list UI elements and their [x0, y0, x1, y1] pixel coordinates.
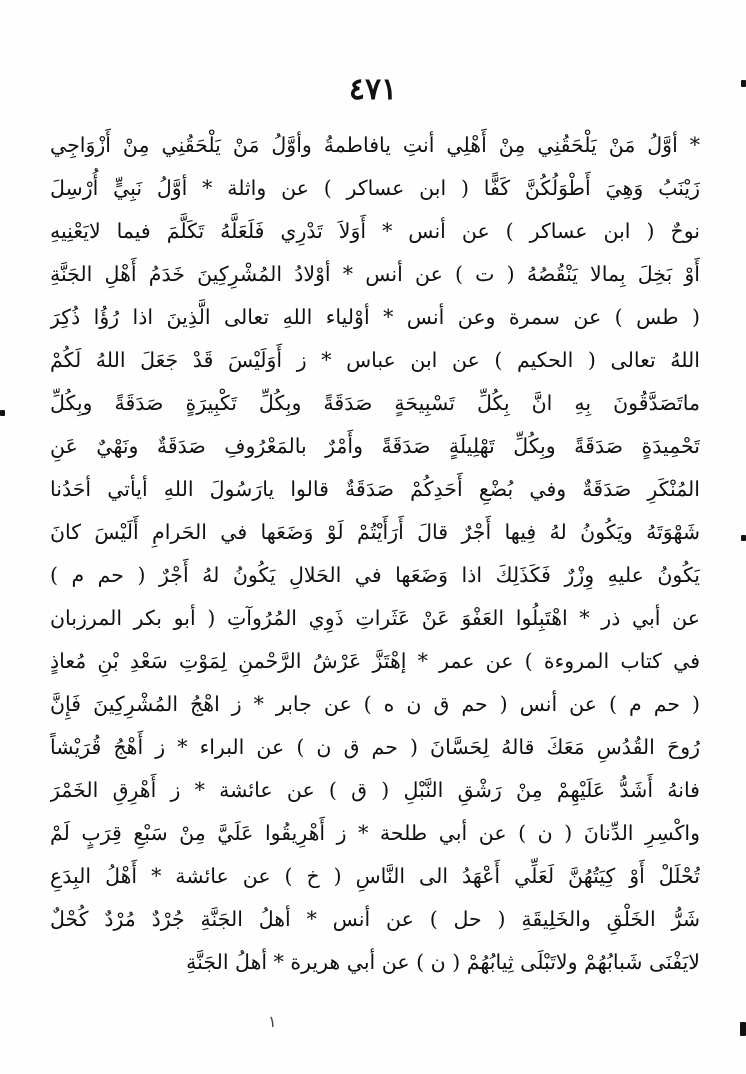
text-line: تَحْمِيدَةٍ صَدَقَةً وبِكُلِّ تَهْلِيلَةٍ صَدَقَةً وأَمْرٌ بالمَعْرُوفِ صَدَقَةٌ ونَهْيٌ عَنِ: [50, 434, 700, 458]
scan-edge-mark: [741, 80, 746, 87]
page-number: ٤٧١: [348, 72, 398, 107]
scan-edge-mark: [0, 410, 5, 416]
scan-edge-mark: [740, 1022, 746, 1036]
text-block: [50, 124, 700, 984]
text-line: رُوحَ القُدُسِ مَعَكَ قالهُ لِحَسَّانَ ( حم ق ن ) عن البراء * ز أَهْجُ قُرَيْشاً: [50, 735, 700, 759]
text-line: زَيْنَبُ وَهِيَ أَطْوَلُكُنَّ كَفًّا ( ابن عساكر ) عن واثلة * أوَّلُ نَبِيٍّ أُرْسِلَ: [50, 176, 700, 200]
text-line: عن أبي ذر * اهْتَبِلُوا العَفْوَ عَنْ عَثَراتِ ذَوِي المُرُوآتِ ( أبو بكر المرزبان: [50, 606, 700, 630]
footer-mark: ١: [268, 1012, 277, 1031]
text-line: في كتاب المروءة ) عن عمر * إهْتَزَّ عَرْشُ الرَّحْمنِ لِمَوْتِ سَعْدِ بْنِ مُعاذٍ: [50, 649, 700, 673]
text-line: أَوْ بَخِلَ بِمالا يَنْقُصُهُ ( ت ) عن أنس * أوْلادُ المُشْرِكِينَ خَدَمُ أَهْلِ الجَنَّةِ: [50, 262, 700, 286]
text-line: اللهُ تعالى ( الحكيم ) عن ابن عباس * ز أَوَلَيْسَ قَدْ جَعَلَ اللهُ لَكُمْ: [50, 348, 700, 372]
text-line: لايَفْنَى شَبابُهُمْ ولاتَبْلَى ثِيابُهُمْ ( ن ) عن أبي هريرة * أهلُ الجَنَّةِ: [186, 950, 700, 974]
text-line: ماتَصَدَّقُونَ بِهِ انَّ بِكُلِّ تَسْبِيحَةٍ صَدَقَةً وبِكُلِّ تَكْبِيرَةٍ صَدَقَةً وبِكُلِّ: [50, 391, 700, 415]
text-line: فانهُ أَشَدُّ عَلَيْهِمْ مِنْ رَشْقِ النَّبْلِ ( ق ) عن عائشة * ز أَهْرِقِ الخَمْرَ: [50, 778, 700, 802]
text-line: نوحٌ ( ابن عساكر ) عن أنس * أَوَلاَ تَدْرِي فَلَعَلَّهُ تَكَلَّمَ فيما لايَعْنِيهِ: [50, 219, 700, 243]
text-line: * أوَّلُ مَنْ يَلْحَقُنِي مِنْ أَهْلِي أنتِ يافاطمةُ وأوَّلُ مَنْ يَلْحَقُنِي مِنْ أَزْوَاجِي: [50, 133, 700, 157]
text-line: يَكُونُ عليهِ وِزْرٌ فَكَذَلِكَ اذا وَضَعَها في الحَلالِ يَكُونُ لهُ أَجْرٌ ( حم م ): [50, 563, 700, 587]
text-line: شَرُّ الخَلْقِ والخَلِيقَةِ ( حل ) عن أنس * أهلُ الجَنَّةِ جُرْدٌ مُرْدٌ كُحْلٌ: [50, 907, 700, 931]
text-line: واكْسِرِ الدِّنانَ ( ن ) عن أبي طلحة * ز أَهْرِيقُوا عَلَيَّ مِنْ سَبْعِ قِرَبٍ لَمْ: [50, 821, 700, 845]
scan-edge-mark: [741, 535, 746, 541]
text-line: ( حم م ) عن أنس ( حم ق ن ه ) عن جابر * ز اهْجُ المُشْرِكِينَ فَإِنَّ: [50, 692, 700, 716]
text-line: تُحْلَلْ أَوْ كِيَتُهُنَّ لَعَلِّي أَعْهَدُ الى النَّاسِ ( خ ) عن عائشة * أَهْلُ البِدَعِ: [50, 864, 700, 888]
text-line: شَهْوَتَهُ ويَكُونُ لهُ فِيها أَجْرٌ قالَ أَرَأَيْتُمْ لَوْ وَضَعَها في الحَرامِ أَلَيْسَ كانَ: [50, 520, 700, 544]
text-line: ( طس ) عن سمرة وعن أنس * أوْلياء اللهِ تعالى الَّذِينَ اذا رُؤُا ذُكِرَ: [50, 305, 700, 329]
text-line: المُنْكَرِ صَدَقَةٌ وفي بُضْعِ أَحَدِكُمْ صَدَقَةٌ قالوا يارَسُولَ اللهِ أيأتي أحَدُنا: [50, 477, 700, 501]
